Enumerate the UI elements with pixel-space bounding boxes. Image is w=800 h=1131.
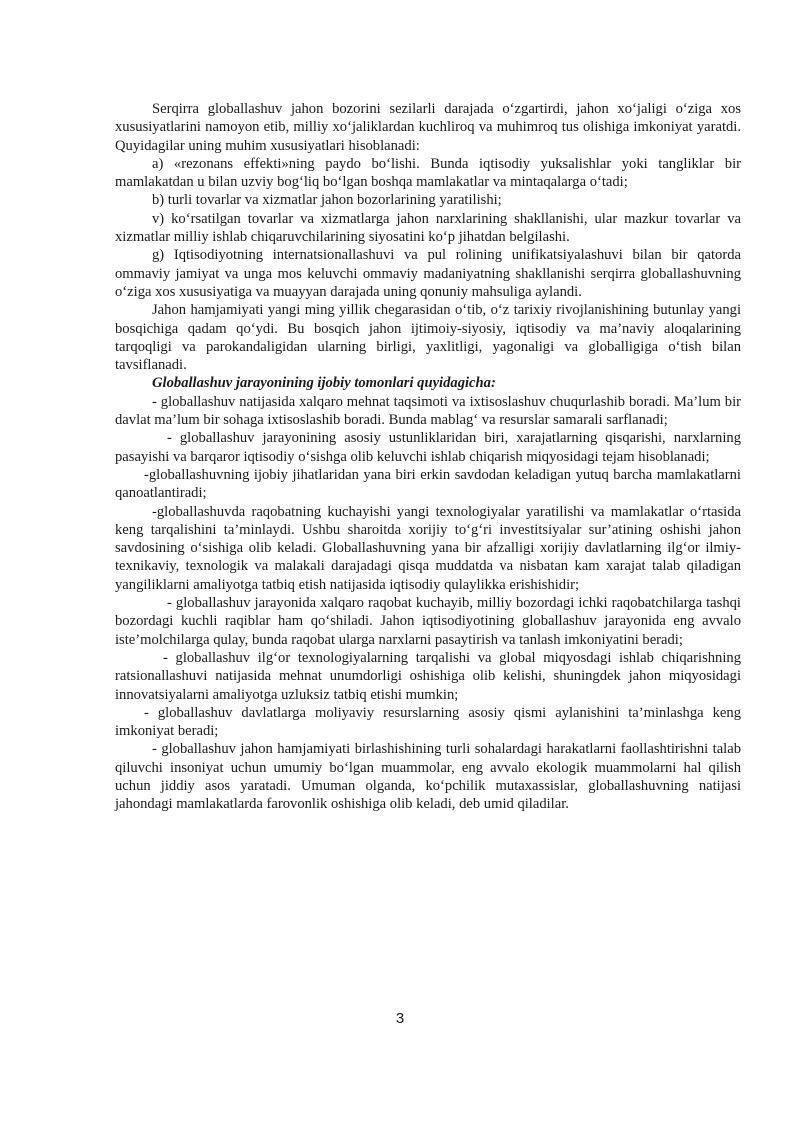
list-item: - globallashuv ilg‘or texnologiyalarning tarqalishi va global miqyosdagi ishlab chiqarishning ratsionallashuvi natijasida mehnat unumdorligi oshishiga olib kelishi, shuningdek jahon miqyosidagi innovatsiyalarni amaliyotga uzluksiz tatbiq etishi mumkin; (115, 649, 741, 703)
list-item: - globallashuv natijasida xalqaro mehnat taqsimoti va ixtisoslashuv chuqurlashib boradi. Ma’lum bir davlat ma’lum bir sohaga ixtisoslashib boradi. Bunda mablag‘ va resurslar samarali sarflanadi; (115, 393, 741, 429)
list-item: - globallashuv jahon hamjamiyati birlashishining turli sohalardagi harakatlarni faollashtirishni talab qiluvchi insoniyat uchun umumiy bo‘lgan muammolar, eng avvalo ekologik muammolarni hal qilish uchun jiddiy asos yaratadi. Umuman olganda, ko‘pchilik mutaxassislar, globallashuvning natijasi jahondagi mamlakatlarda farovonlik oshishiga olib keladi, deb umid qiladilar. (115, 741, 741, 813)
page-number: 3 (395, 1010, 405, 1027)
list-item: -globallashuvda raqobatning kuchayishi yangi texnologiyalar yaratilishi va mamlakatlar o‘rtasida keng tarqalishini ta’minlaydi. Ushbu sharoitda xorijiy to‘g‘ri investitsiyalar sur’atining oshishi jahon savdosining o‘sishiga olib keladi. Globallashuvning yana bir afzalligi xorijiy davlatlarning ilg‘or ilmiy-texnikaviy, texnologik va malakali darajadagi qisqa muddatda va nisbatan kam xarajat talab qiladigan yangiliklarni amaliyotga tatbiq etish natijasida iqtisodiy qulaylikka erishishidir; (115, 503, 741, 593)
list-item: -globallashuvning ijobiy jihatlaridan yana biri erkin savdodan keladigan yutuq barcha mamlakatlarni qanoatlantiradi; (115, 466, 741, 502)
document-body (115, 100, 741, 814)
intro-paragraph: Serqirra globallashuv jahon bozorini sezilarli darajada o‘zgartirdi, jahon xo‘jaligi o‘ziga xos xususiyatlarini namoyon etib, milliy xo‘jaliklardan kuchliroq va muhimroq tus olishiga imkoniyat yaratdi. Quyidagilar uning muhim xususiyatlari hisoblanadi: (115, 101, 741, 154)
feature-item-v: v) ko‘rsatilgan tovarlar va xizmatlarga jahon narxlarining shakllanishi, ular mazkur tovarlar va xizmatlar milliy ishlab chiqaruvchilarining siyosatini ko‘p jihatdan belgilashi. (115, 210, 741, 246)
feature-item-b: b) turli tovarlar va xizmatlar jahon bozorlarining yaratilishi; (152, 192, 502, 209)
section-heading: Globallashuv jarayonining ijobiy tomonlari quyidagicha: (152, 375, 496, 392)
list-item: - globallashuv davlatlarga moliyaviy resurslarning asosiy qismi aylanishini ta’minlashga keng imkoniyat beradi; (115, 704, 741, 740)
list-item: - globallashuv jarayonining asosiy ustunliklaridan biri, xarajatlarning qisqarishi, narxlarning pasayishi va barqaror iqtisodiy o‘sishga olib keluvchi ishlab chiqarish miqyosidagi tejam hisoblanadi; (115, 430, 741, 465)
feature-item-a: a) «rezonans effekti»ning paydo bo‘lishi. Bunda iqtisodiy yuksalishlar yoki tangliklar bir mamlakatdan u bilan uzviy bog‘liq bo‘lgan boshqa mamlakatlar va mintaqalarga o‘tadi; (115, 155, 741, 191)
feature-item-g: g) Iqtisodiyotning internatsionallashuvi va pul rolining unifikatsiyalashuvi bilan bir qatorda ommaviy jamiyat va unga mos keluvchi ommaviy madaniyatning shakllanishi serqirra globallashuvning o‘ziga xos xususiyatiga va muayyan darajada uning qonuniy mahsuliga aylandi. (115, 247, 741, 300)
body-paragraph: Jahon hamjamiyati yangi ming yillik chegarasidan o‘tib, o‘z tarixiy rivojlanishining butunlay yangi bosqichiga qadam qo‘ydi. Bu bosqich jahon ijtimoiy-siyosiy, iqtisodiy va ma’naviy aloqalarining tarqoqligi va parokandaligidan ularning birligi, yaxlitligi, yagonaligi va globalligiga o‘tish bilan tavsiflanadi. (115, 302, 741, 374)
list-item: - globallashuv jarayonida xalqaro raqobat kuchayib, milliy bozordagi ichki raqobatchilarga tashqi bozordagi kuchli raqiblar ham qo‘shiladi. Jahon iqtisodiyotining globallashuv jarayonida eng avvalo iste’molchilarga qulay, bunda raqobat ularga narxlarni pasaytirish va tanlash imkoniyatini beradi; (115, 595, 741, 648)
